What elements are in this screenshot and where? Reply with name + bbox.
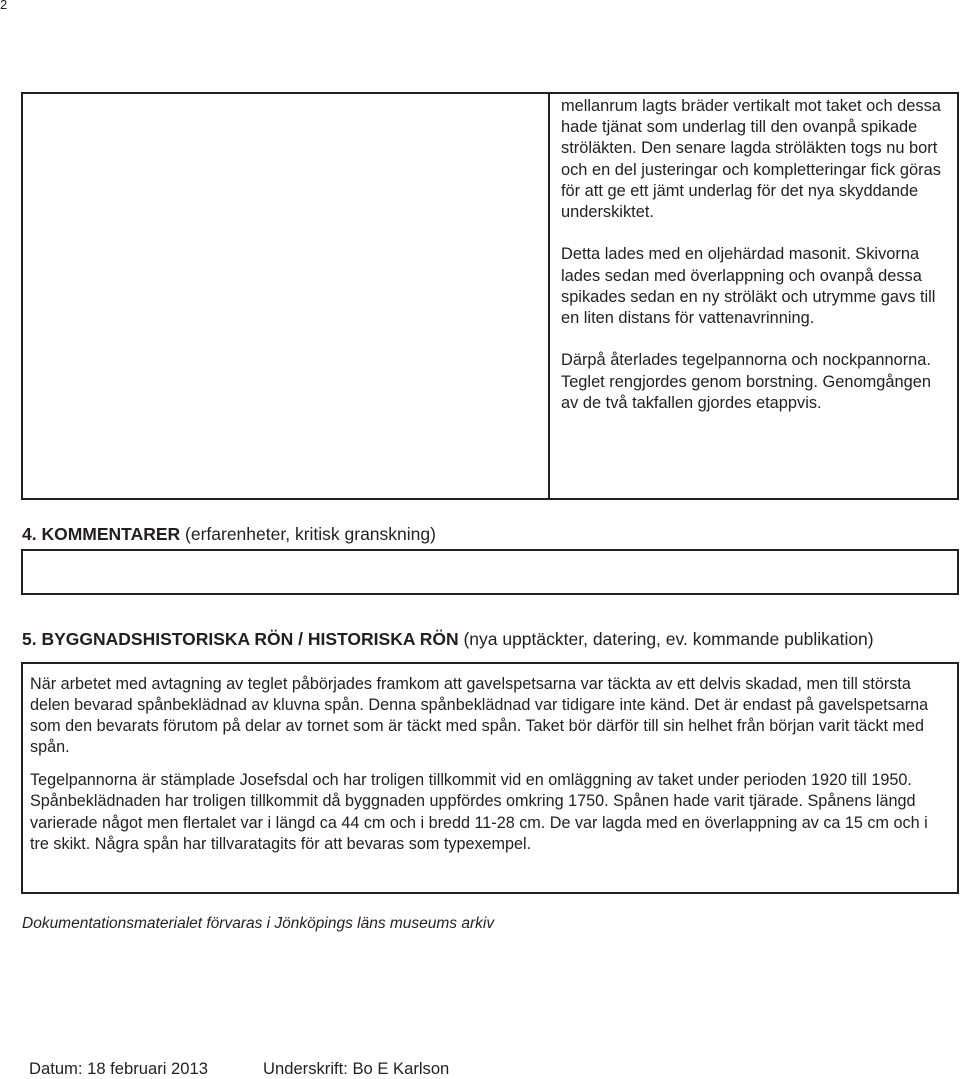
building-history-paragraph: När arbetet med avtagning av teglet påbörjades framkom att gavelspetsarna var täckta av ett delvis skadad, men till största delen bevarad spånbeklädnad av kluvna spån. Denna spånbeklädnad var tidigare inte känd. Det är endast på gavelspetsarna som den bevarats förutom på delar av tornet som är täckt med spån. Taket bör därför till sin helhet från början varit täckt med spån.	[30, 675, 929, 757]
work-description-cell	[561, 96, 951, 435]
section-4-heading	[22, 524, 436, 545]
page-number: 2	[0, 0, 8, 12]
building-history-box	[21, 662, 959, 894]
section-5-heading-bold: 5. BYGGNADSHISTORISKA RÖN / HISTORISKA RÖN	[22, 629, 459, 649]
footer-date: Datum: 18 februari 2013	[29, 1059, 208, 1078]
work-description-table	[21, 92, 959, 500]
comments-box	[21, 549, 959, 595]
footer-signature: Underskrift: Bo E Karlson	[263, 1059, 450, 1078]
work-description-paragraph: mellanrum lagts bräder vertikalt mot taket och dessa hade tjänat som underlag till den ovanpå spikade ströläkten. Den senare lagda ströläkten togs nu bort och en del justeringar och kompletteringar fick göras för att ge ett jämt underlag för det nya skyddande underskiktet.	[561, 97, 941, 222]
section-5-heading	[22, 629, 874, 650]
section-4-heading-bold: 4. KOMMENTARER	[22, 524, 181, 544]
work-description-paragraph: Därpå återlades tegelpannorna och nockpannorna. Teglet rengjordes genom borstning. Genomgången av de två takfallen gjordes etappvis.	[561, 351, 931, 412]
archive-note: Dokumentationsmaterialet förvaras i Jönköpings läns museums arkiv	[22, 915, 495, 932]
work-description-paragraph: Detta lades med en oljehärdad masonit. Skivorna lades sedan med överlappning och ovanpå dessa spikades sedan en ny ströläkt och utrymme gavs till en liten distans för vattenavrinning.	[561, 245, 936, 328]
section-4-heading-note: (erfarenheter, kritisk granskning)	[180, 524, 436, 544]
section-5-heading-note: (nya upptäckter, datering, ev. kommande publikation)	[458, 629, 874, 649]
building-history-paragraph: Tegelpannorna är stämplade Josefsdal och har troligen tillkommit vid en omläggning av taket under perioden 1920 till 1950. Spånbeklädnaden har troligen tillkommit då byggnaden uppfördes omkring 1750. Spånen hade varit tjärade. Spånens längd varierade något men flertalet var i längd ca 44 cm och i bredd 11-28 cm. De var lagda med en överlappning av ca 15 cm och i tre skikt. Några spån har tillvaratagits för att bevaras som typexempel.	[30, 771, 928, 853]
table-column-divider	[548, 94, 550, 498]
